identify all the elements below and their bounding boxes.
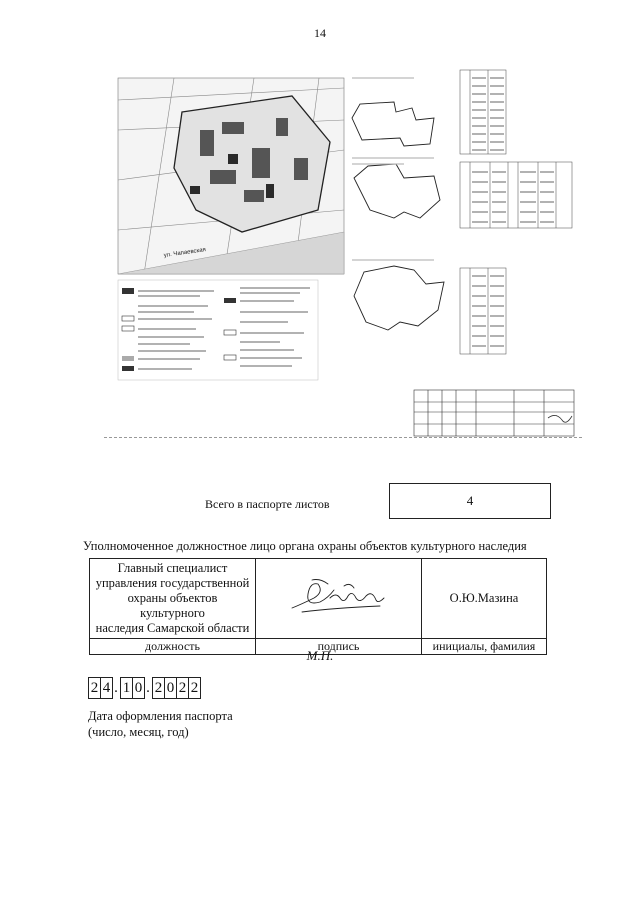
name-cell	[422, 559, 547, 639]
date-digit: 0	[132, 677, 145, 699]
date-separator: .	[114, 679, 118, 696]
date-digit: 1	[120, 677, 133, 699]
map-sheet-image	[104, 60, 582, 440]
date-digit: 4	[100, 677, 113, 699]
date-caption-line: Дата оформления паспорта	[88, 709, 233, 723]
date-digit: 2	[88, 677, 101, 699]
boundary-diagrams	[352, 102, 444, 330]
site-plan-map	[118, 78, 344, 274]
handwritten-signature	[284, 574, 394, 620]
official-heading: Уполномоченное должностное лицо органа охраны объектов культурного наследия	[83, 539, 527, 553]
date-digit: 2	[176, 677, 189, 699]
signature-cell	[256, 559, 422, 639]
date-digit: 2	[188, 677, 201, 699]
street-label: ул. Чапаевская	[163, 247, 207, 259]
position-line: охраны объектов культурного	[127, 591, 218, 620]
date-digit: 2	[152, 677, 165, 699]
caption-signature: подпись	[256, 639, 422, 655]
date-digit: 0	[164, 677, 177, 699]
page-number: 14	[314, 26, 326, 40]
position-line: наследия Самарской области	[95, 621, 250, 635]
signature-table	[89, 558, 547, 655]
position-line: Главный специалист	[117, 561, 228, 575]
date-caption	[88, 708, 233, 740]
total-sheets-box	[389, 483, 551, 519]
map-legend	[118, 280, 318, 380]
date-caption-line: (число, месяц, год)	[88, 725, 189, 739]
position-cell	[90, 559, 256, 639]
title-block	[414, 390, 574, 436]
position-line: управления государственной	[95, 576, 250, 590]
seal-label: М.П.	[306, 648, 334, 663]
issue-date	[88, 677, 200, 699]
date-separator: .	[146, 679, 150, 696]
total-sheets-label: Всего в паспорте листов	[205, 497, 330, 511]
official-name: О.Ю.Мазина	[449, 591, 519, 605]
divider	[104, 437, 582, 438]
total-sheets-value: 4	[466, 493, 474, 508]
caption-position: должность	[90, 639, 256, 655]
caption-name: инициалы, фамилия	[422, 639, 547, 655]
